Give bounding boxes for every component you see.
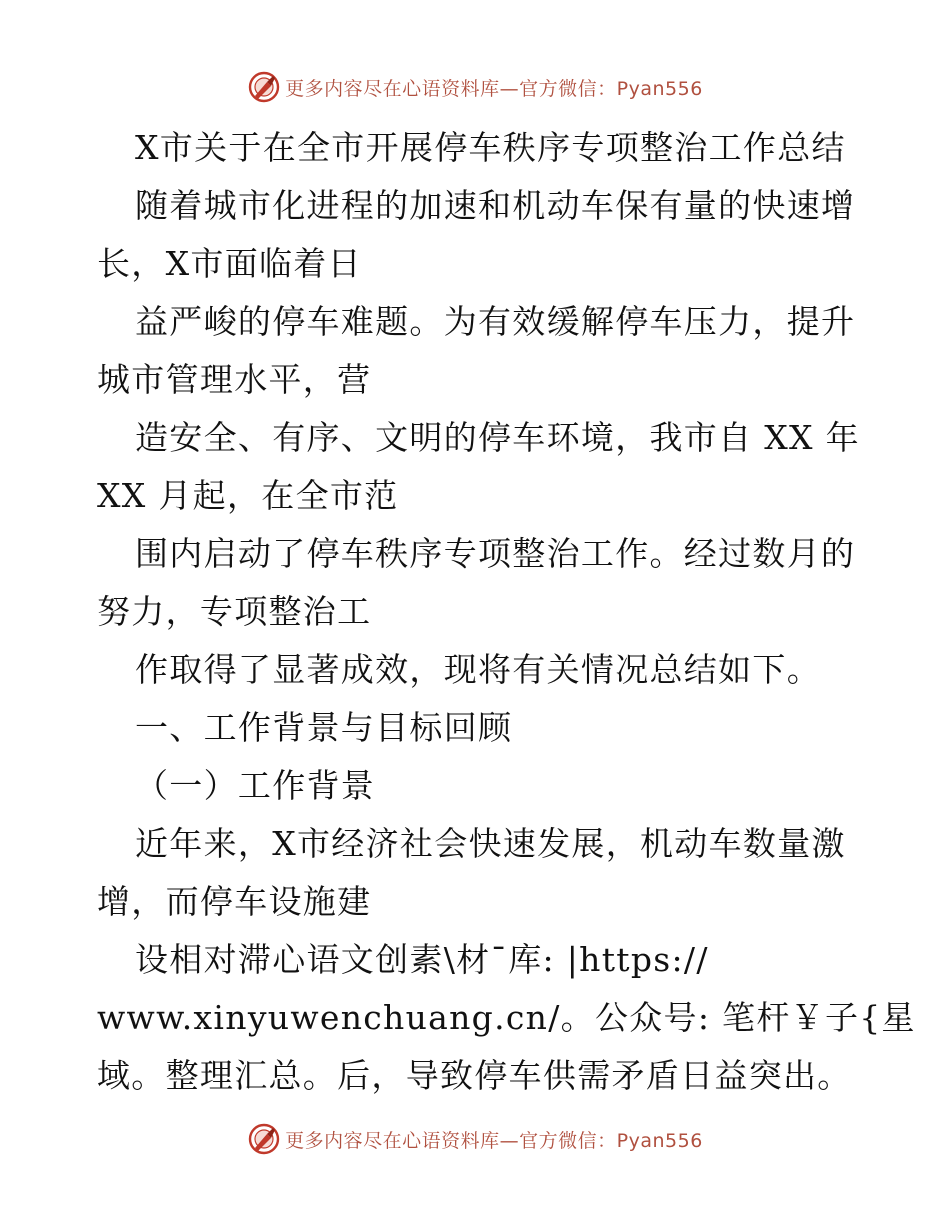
paragraph-line: 长，X市面临着日 — [97, 244, 362, 283]
paragraph-line: 增，而停车设施建 — [97, 882, 372, 921]
paragraph-line: 造安全、有序、文明的停车环境，我市自 XX 年 — [135, 418, 860, 457]
header-watermark-banner — [0, 70, 950, 104]
pen-nib-logo-icon — [247, 70, 281, 104]
paragraph-line: 域。整理汇总。后，导致停车供需矛盾日益突出。 — [97, 1056, 852, 1095]
paragraph-line: 城市管理水平，营 — [97, 360, 372, 399]
paragraph-line: 近年来，X市经济社会快速发展，机动车数量激 — [135, 824, 846, 863]
footer-watermark-banner — [0, 1122, 950, 1156]
paragraph-line: www.xinyuwenchuang.cn/。公众号: 笔杆￥子{星 — [97, 998, 916, 1037]
paragraph-line: 随着城市化进程的加速和机动车保有量的快速增 — [135, 186, 856, 225]
paragraph-line: 作取得了显著成效，现将有关情况总结如下。 — [135, 650, 821, 689]
paragraph-line: 设相对滞心语文创素\材¯库: |https:// — [135, 940, 709, 979]
document-title: X市关于在全市开展停车秩序专项整治工作总结 — [135, 128, 846, 167]
paragraph-line: 围内启动了停车秩序专项整治工作。经过数月的 — [135, 534, 856, 573]
paragraph-line: 益严峻的停车难题。为有效缓解停车压力，提升 — [135, 302, 856, 341]
paragraph-line: XX 月起，在全市范 — [97, 476, 399, 515]
header-banner-text: 更多内容尽在心语资料库—官方微信：Pyan556 — [285, 77, 703, 100]
footer-banner-text: 更多内容尽在心语资料库—官方微信：Pyan556 — [285, 1129, 703, 1152]
paragraph-line: 努力，专项整治工 — [97, 592, 372, 631]
section-heading: 一、工作背景与目标回顾 — [135, 708, 513, 747]
subsection-heading: （一）工作背景 — [135, 766, 376, 805]
pen-nib-logo-icon — [247, 1122, 281, 1156]
